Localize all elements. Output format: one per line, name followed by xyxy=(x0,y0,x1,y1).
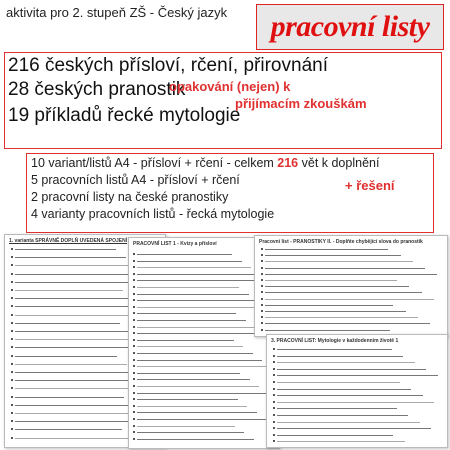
line-number-mark xyxy=(273,401,275,403)
text-line xyxy=(277,435,393,436)
line-number-mark xyxy=(261,310,263,312)
activity-label: aktivita pro 2. stupeň ZŠ - Český jazyk xyxy=(6,5,228,20)
line-number-mark xyxy=(11,387,13,389)
text-line xyxy=(277,356,403,357)
text-line xyxy=(137,261,242,262)
contents-line-variants xyxy=(31,156,379,171)
line-number-mark xyxy=(261,260,263,262)
line-number-mark xyxy=(133,293,135,295)
text-line xyxy=(137,426,235,427)
text-line xyxy=(277,408,397,409)
summary-line-pranostiky: 28 českých pranostik xyxy=(8,79,186,100)
variants-text-pre: 10 variant/listů A4 - přísloví + rčení - celkem xyxy=(31,156,278,170)
line-number-mark xyxy=(11,338,13,340)
line-number-mark xyxy=(11,273,13,275)
line-number-mark xyxy=(261,279,263,281)
text-line xyxy=(15,331,130,332)
worksheet-title: Pracovní list - PRANOSTIKY II. - Doplňte chybějící slova do pranostik xyxy=(259,239,423,245)
line-number-mark xyxy=(133,306,135,308)
line-number-mark xyxy=(261,322,263,324)
text-line xyxy=(277,369,426,370)
line-number-mark xyxy=(11,363,13,365)
line-number-mark xyxy=(11,248,13,250)
worksheet-title: PRACOVNÍ LIST 1 - Kvízy a přísloví xyxy=(133,241,217,247)
text-line xyxy=(15,339,140,340)
line-number-mark xyxy=(273,394,275,396)
line-number-mark xyxy=(133,299,135,301)
line-number-mark xyxy=(261,254,263,256)
line-number-mark xyxy=(261,273,263,275)
text-line xyxy=(277,362,415,363)
text-line xyxy=(137,300,258,301)
text-line xyxy=(137,360,262,361)
text-line xyxy=(15,265,136,266)
contents-line-mythology: 4 varianty pracovních listů - řecká mytologie xyxy=(31,207,275,221)
line-number-mark xyxy=(133,431,135,433)
text-line xyxy=(277,395,423,396)
line-number-mark xyxy=(133,253,135,255)
line-number-mark xyxy=(133,273,135,275)
text-line xyxy=(15,356,117,357)
line-number-mark xyxy=(261,285,263,287)
line-number-mark xyxy=(273,368,275,370)
line-number-mark xyxy=(133,260,135,262)
line-number-mark xyxy=(273,407,275,409)
line-number-mark xyxy=(273,388,275,390)
text-line xyxy=(15,364,127,365)
text-line xyxy=(15,249,116,250)
line-number-mark xyxy=(11,289,13,291)
line-number-mark xyxy=(133,372,135,374)
solution-label: + řešení xyxy=(345,178,395,193)
text-line xyxy=(15,372,137,373)
text-line xyxy=(137,333,265,334)
line-number-mark xyxy=(273,421,275,423)
text-line xyxy=(277,349,392,350)
line-number-mark xyxy=(133,378,135,380)
line-number-mark xyxy=(133,345,135,347)
line-number-mark xyxy=(273,381,275,383)
text-line xyxy=(137,373,240,374)
text-line xyxy=(265,255,401,256)
contents-line-worksheets: 5 pracovních listů A4 - přísloví + rčení xyxy=(31,173,240,187)
text-line xyxy=(15,290,123,291)
exam-note-part2: přijímacím zkouškám xyxy=(235,96,367,111)
line-number-mark xyxy=(273,414,275,416)
line-number-mark xyxy=(261,298,263,300)
line-number-mark xyxy=(133,352,135,354)
line-number-mark xyxy=(11,371,13,373)
text-line xyxy=(265,292,422,293)
line-number-mark xyxy=(273,434,275,436)
text-line xyxy=(137,419,266,420)
text-line xyxy=(137,327,255,328)
line-number-mark xyxy=(261,329,263,331)
line-number-mark xyxy=(11,264,13,266)
line-number-mark xyxy=(11,437,13,439)
worksheet-title: 1. varianta SPRÁVNĚ DOPLŇ UVEDENÁ SPOJENÍ xyxy=(9,238,128,244)
text-line xyxy=(137,439,254,440)
text-line xyxy=(265,268,425,269)
line-number-mark xyxy=(133,392,135,394)
text-line xyxy=(265,317,418,318)
title-badge xyxy=(256,4,444,50)
text-line xyxy=(265,311,406,312)
line-number-mark xyxy=(133,326,135,328)
line-number-mark xyxy=(133,312,135,314)
text-line xyxy=(137,399,238,400)
line-number-mark xyxy=(11,412,13,414)
text-line xyxy=(137,294,249,295)
text-line xyxy=(137,287,239,288)
summary-box xyxy=(4,52,442,149)
line-number-mark xyxy=(133,411,135,413)
text-line xyxy=(277,422,420,423)
text-line xyxy=(277,375,438,376)
variants-count: 216 xyxy=(277,156,299,170)
line-number-mark xyxy=(133,365,135,367)
line-number-mark xyxy=(11,281,13,283)
line-number-mark xyxy=(11,346,13,348)
line-number-mark xyxy=(133,319,135,321)
line-number-mark xyxy=(273,355,275,357)
line-number-mark xyxy=(11,314,13,316)
text-line xyxy=(265,305,393,306)
text-line xyxy=(265,274,437,275)
text-line xyxy=(137,406,247,407)
line-number-mark xyxy=(133,286,135,288)
text-line xyxy=(277,428,431,429)
text-line xyxy=(15,298,133,299)
line-number-mark xyxy=(133,266,135,268)
text-line xyxy=(265,249,388,250)
line-number-mark xyxy=(273,348,275,350)
contents-box xyxy=(26,153,434,233)
text-line xyxy=(277,415,408,416)
line-number-mark xyxy=(11,322,13,324)
line-number-mark xyxy=(273,440,275,442)
line-number-mark xyxy=(133,418,135,420)
line-number-mark xyxy=(11,404,13,406)
text-line xyxy=(265,286,409,287)
text-line xyxy=(15,438,132,439)
line-number-mark xyxy=(261,291,263,293)
line-number-mark xyxy=(261,248,263,250)
exam-note-part1: opakování (nejen) k xyxy=(169,79,291,94)
title-badge-text: pracovní listy xyxy=(270,10,430,43)
text-line xyxy=(277,382,400,383)
line-number-mark xyxy=(261,267,263,269)
variants-text-post: vět k doplnění xyxy=(298,156,380,170)
text-line xyxy=(137,393,269,394)
summary-line-mythology: 19 příkladů řecké mytologie xyxy=(8,105,241,126)
line-number-mark xyxy=(11,428,13,430)
text-line xyxy=(277,389,411,390)
line-number-mark xyxy=(261,304,263,306)
summary-line-proverbs: 216 českých přísloví, rčení, přirovnání xyxy=(8,55,328,76)
line-number-mark xyxy=(11,355,13,357)
text-line xyxy=(137,379,250,380)
line-number-mark xyxy=(273,374,275,376)
worksheet-thumbnail-mythology xyxy=(266,334,448,448)
line-number-mark xyxy=(133,398,135,400)
text-line xyxy=(265,330,390,331)
text-line xyxy=(137,353,253,354)
text-line xyxy=(265,323,430,324)
line-number-mark xyxy=(133,279,135,281)
text-line xyxy=(265,299,434,300)
text-line xyxy=(137,267,251,268)
line-number-mark xyxy=(261,316,263,318)
line-number-mark xyxy=(11,396,13,398)
line-number-mark xyxy=(11,330,13,332)
text-line xyxy=(137,313,236,314)
text-line xyxy=(15,323,120,324)
text-line xyxy=(15,405,135,406)
line-number-mark xyxy=(133,385,135,387)
line-number-mark xyxy=(273,427,275,429)
text-line xyxy=(137,307,268,308)
text-line xyxy=(277,441,405,442)
line-number-mark xyxy=(133,339,135,341)
text-line xyxy=(137,280,270,281)
text-line xyxy=(15,274,146,275)
line-number-mark xyxy=(133,405,135,407)
text-line xyxy=(137,346,243,347)
line-number-mark xyxy=(11,420,13,422)
text-line xyxy=(265,280,397,281)
text-line xyxy=(137,366,272,367)
line-number-mark xyxy=(11,297,13,299)
text-line xyxy=(15,257,126,258)
text-line xyxy=(137,320,246,321)
line-number-mark xyxy=(133,438,135,440)
text-line xyxy=(265,261,413,262)
text-line xyxy=(15,397,124,398)
worksheet-title: 3. PRACOVNÍ LIST: Mytologie v každodenním životě 1 xyxy=(271,338,399,344)
line-number-mark xyxy=(133,425,135,427)
text-line xyxy=(137,254,232,255)
text-line xyxy=(137,432,244,433)
worksheet-thumbnail-pranostiky xyxy=(254,235,448,337)
text-line xyxy=(137,340,234,341)
text-line xyxy=(137,386,259,387)
text-line xyxy=(15,429,122,430)
text-line xyxy=(137,274,261,275)
line-number-mark xyxy=(11,305,13,307)
text-line xyxy=(137,412,257,413)
line-number-mark xyxy=(273,361,275,363)
line-number-mark xyxy=(133,359,135,361)
line-number-mark xyxy=(133,332,135,334)
line-number-mark xyxy=(11,379,13,381)
line-number-mark xyxy=(11,256,13,258)
text-line xyxy=(15,413,145,414)
text-line xyxy=(15,306,143,307)
text-line xyxy=(277,402,434,403)
contents-line-pranostiky: 2 pracovní listy na české pranostiky xyxy=(31,190,229,204)
